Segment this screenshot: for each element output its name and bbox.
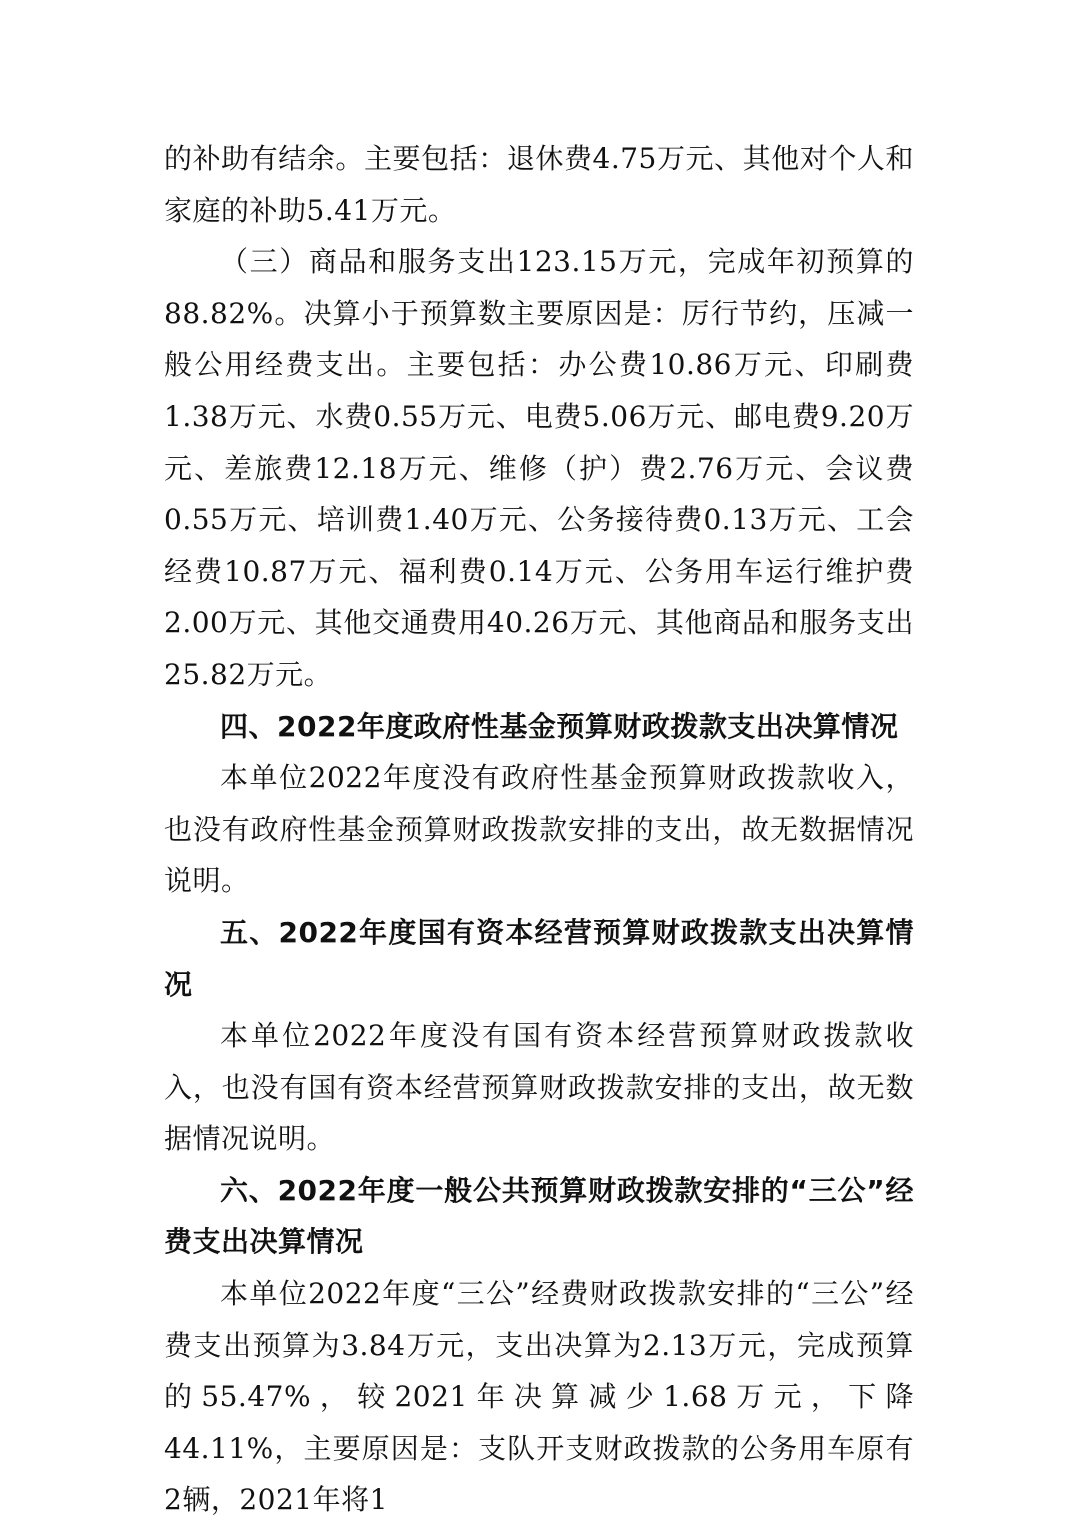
heading-section-5: 五、2022年度国有资本经营预算财政拨款支出决算情况 <box>164 915 914 1001</box>
paragraph-section-4: 本单位2022年度没有政府性基金预算财政拨款收入，也没有政府性基金预算财政拨款安排的支出，故无数据情况说明。 <box>164 761 914 898</box>
document-page <box>164 133 914 1526</box>
heading-section-6: 六、2022年度一般公共预算财政拨款安排的“三公”经费支出决算情况 <box>164 1173 914 1259</box>
paragraph-personal-subsidy-cont: 的补助有结余。主要包括：退休费4.75万元、其他对个人和家庭的补助5.41万元。 <box>164 142 914 227</box>
heading-section-4: 四、2022年度政府性基金预算财政拨款支出决算情况 <box>220 709 899 743</box>
paragraph-section-6: 本单位2022年度“三公”经费财政拨款安排的“三公”经费支出预算为3.84万元，支出决算为2.13万元，完成预算的55.47%，较2021年决算减少1.68万元，下降44.11%，主要原因是：支队开支财政拨款的公务用车原有2辆，2021年将1 <box>164 1277 914 1517</box>
paragraph-goods-services: （三）商品和服务支出123.15万元，完成年初预算的88.82%。决算小于预算数主要原因是：厉行节约，压减一般公用经费支出。主要包括：办公费10.86万元、印刷费1.38万元、水费0.55万元、电费5.06万元、邮电费9.20万元、差旅费12.18万元、维修（护）费2.76万元、会议费0.55万元、培训费1.40万元、公务接待费0.13万元、工会经费10.87万元、福利费0.14万元、公务用车运行维护费2.00万元、其他交通费用40.26万元、其他商品和服务支出25.82万元。 <box>164 245 914 691</box>
paragraph-section-5: 本单位2022年度没有国有资本经营预算财政拨款收入，也没有国有资本经营预算财政拨款安排的支出，故无数据情况说明。 <box>164 1019 914 1156</box>
